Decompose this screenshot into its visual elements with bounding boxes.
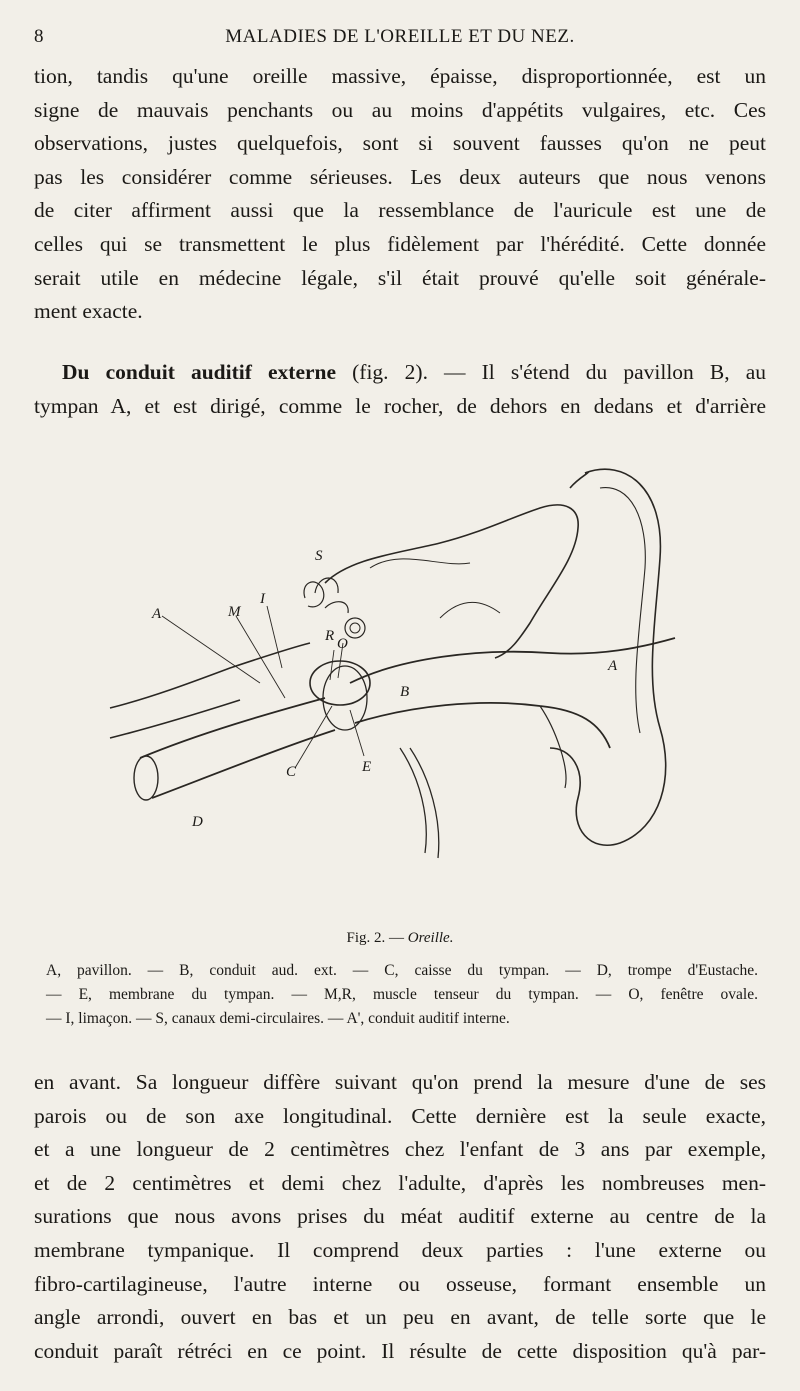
figure-label-b: B [400, 684, 410, 700]
figure-label-e: E [362, 759, 372, 775]
figure-name: Oreille. [407, 930, 454, 946]
paragraph-1 [34, 60, 766, 329]
figure-labels [151, 548, 618, 830]
figure-label-c: C [286, 764, 297, 780]
text-line: ment exacte. [34, 299, 143, 324]
figure-label-d: D [192, 814, 203, 830]
page-number: 8 [34, 26, 44, 47]
text-line: angle arrondi, ouvert en bas et un peu en avant, de telle sorte que le [34, 1305, 766, 1330]
text-line: membrane tympanique. Il comprend deux parties : l'une externe ou [34, 1237, 766, 1262]
figure-label-a-prime: A [152, 606, 162, 622]
text-line: en avant. Sa longueur diffère suivant qu'on prend la mesure d'une de ses [34, 1070, 766, 1094]
running-title: MALADIES DE L'OREILLE ET DU NEZ. [225, 26, 575, 47]
section-first-line [34, 356, 766, 390]
paragraph-2 [34, 1066, 766, 1368]
text-line: pas les considérer comme sérieuses. Les deux auteurs que nous venons [34, 164, 766, 189]
figure-legend-line: — E, membrane du tympan. — M,R, muscle tenseur du tympan. — O, fenêtre ovale. [46, 986, 758, 1003]
text-line: surations que nous avons prises du méat auditif externe au centre de la [34, 1204, 766, 1229]
text-line: tympan A, et est dirigé, comme le rocher, de dehors en dedans et d'arrière [34, 393, 766, 418]
section-paragraph [34, 356, 766, 423]
figure-label-o: O [337, 636, 348, 652]
ear-anatomy-illustration [100, 448, 760, 918]
running-head [34, 26, 766, 56]
text-line: serait utile en médecine légale, s'il était prouvé qu'elle soit générale- [34, 265, 766, 290]
text-line: conduit paraît rétréci en ce point. Il résulte de cette disposition qu'à par- [34, 1338, 766, 1363]
figure-legend-line: — I, limaçon. — S, canaux demi-circulaires. — A', conduit auditif interne. [46, 1010, 510, 1027]
text-line: fibro-cartilagineuse, l'autre interne ou osseuse, formant ensemble un [34, 1271, 766, 1296]
figure-label-m: M [228, 604, 241, 620]
text-line: observations, justes quelquefois, sont si souvent fausses qu'on ne peut [34, 131, 766, 156]
text-line: signe de mauvais penchants ou au moins d'appétits vulgaires, etc. Ces [34, 97, 766, 122]
text-line: tion, tandis qu'une oreille massive, épaisse, disproportionnée, est un [34, 64, 766, 88]
figure-label-a: A [608, 658, 618, 674]
figure-caption-title [0, 930, 800, 947]
figure-legend-line: A, pavillon. — B, conduit aud. ext. — C, caisse du tympan. — D, trompe d'Eustache. [46, 962, 758, 979]
figure-label-r: R [325, 628, 335, 644]
section-title: Du conduit auditif externe [62, 360, 337, 384]
text-line: parois ou de son axe longitudinal. Cette dernière est la seule exacte, [34, 1103, 766, 1128]
text-line: de citer affirment aussi que la ressemblance de l'auricule est une de [34, 198, 766, 223]
text-line: et de 2 centimètres et demi chez l'adulte, d'après les nombreuses men- [34, 1170, 766, 1195]
ear-anatomy-figure [100, 448, 760, 918]
text-line: et a une longueur de 2 centimètres chez l'enfant de 3 ans par exemple, [34, 1137, 766, 1162]
text-line: celles qui se transmettent le plus fidèlement par l'hérédité. Cette donnée [34, 231, 766, 256]
section-title-rest: (fig. 2). — Il s'étend du pavillon B, au [336, 360, 767, 384]
figure-label-i: I [260, 591, 265, 607]
figure-number: Fig. 2. — [346, 930, 408, 946]
figure-label-s: S [315, 548, 323, 564]
